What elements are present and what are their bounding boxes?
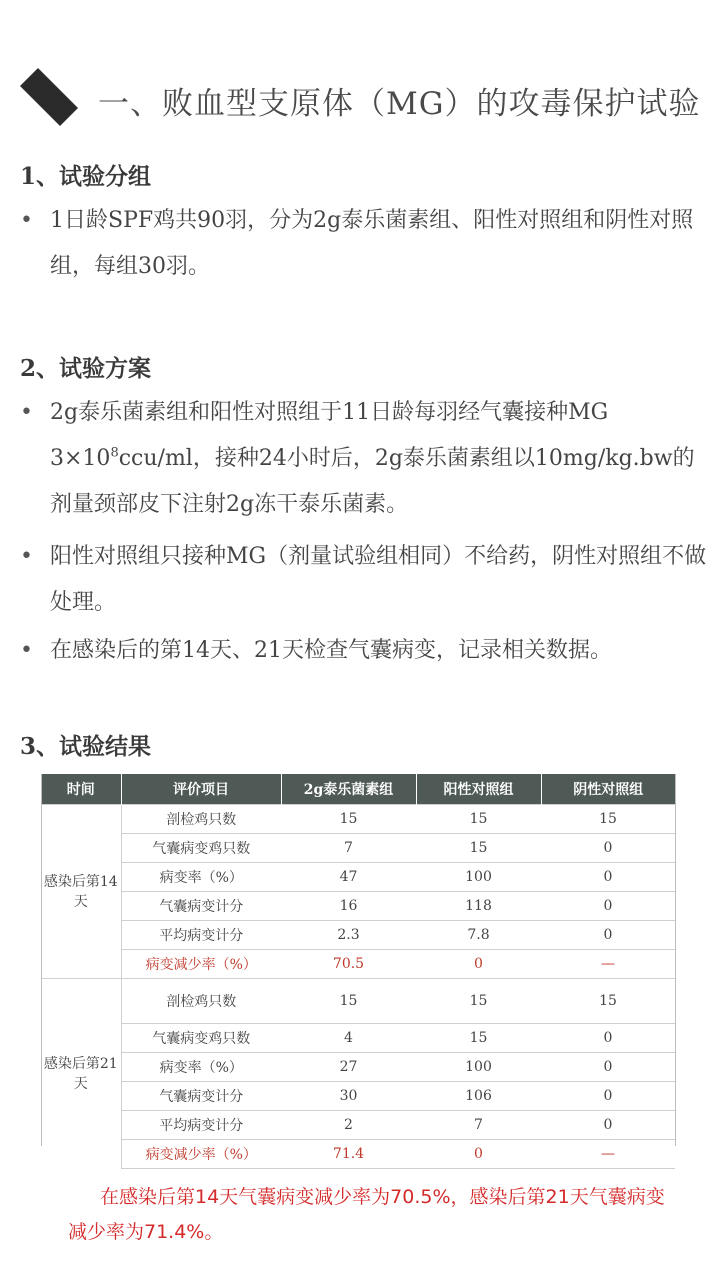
page-title: 一、败血型支原体（MG）的攻毒保护试验 [98, 86, 701, 122]
cell-value: 7 [281, 834, 416, 863]
section-heading-plan: 2、试验方案 [20, 355, 152, 382]
cell-value: 0 [416, 1140, 541, 1169]
cell-value: 100 [416, 1053, 541, 1082]
table-row [41, 1082, 675, 1111]
cell-item: 病变率（%） [121, 1053, 281, 1082]
cell-value: 4 [281, 1024, 416, 1053]
bullet-text: 在感染后的第14天、21天检查气囊病变，记录相关数据。 [50, 638, 612, 663]
table-row [41, 921, 675, 950]
cell-value: 0 [541, 1082, 675, 1111]
cell-value: 15 [416, 834, 541, 863]
group-label-day21: 感染后第21天 [41, 979, 121, 1169]
table-row [41, 834, 675, 863]
cell-value: 15 [281, 979, 416, 1024]
cell-value: 106 [416, 1082, 541, 1111]
bullet-text [50, 390, 710, 528]
cell-item: 气囊病变鸡只数 [121, 1024, 281, 1053]
group-label-day14: 感染后第14天 [41, 805, 121, 979]
cell-value: 0 [541, 1024, 675, 1053]
header-negative-control: 阴性对照组 [541, 774, 675, 805]
conclusion-text: 在感染后第14天气囊病变减少率为70.5%，感染后第21天气囊病变减少率为71.4%。 [68, 1186, 665, 1243]
cell-value: 118 [416, 892, 541, 921]
cell-value: 7 [416, 1111, 541, 1140]
header-tylosin-group: 2g泰乐菌素组 [281, 774, 416, 805]
table-row [41, 805, 675, 834]
bullet-text: 1日龄SPF鸡共90羽，分为2g泰乐菌素组、阳性对照组和阴性对照组，每组30羽。 [50, 208, 694, 279]
table-header-row [41, 774, 675, 805]
cell-value: 0 [541, 892, 675, 921]
cell-value: 71.4 [281, 1140, 416, 1169]
cell-value: 15 [416, 1024, 541, 1053]
table-row [41, 892, 675, 921]
results-table [41, 774, 675, 1169]
cell-value: 15 [541, 805, 675, 834]
cell-value: 70.5 [281, 950, 416, 979]
bullet-dot-icon: • [20, 544, 33, 569]
cell-item: 病变减少率（%） [121, 1140, 281, 1169]
table-row [41, 1024, 675, 1053]
table-row [41, 1111, 675, 1140]
cell-value: 47 [281, 863, 416, 892]
cell-value: 15 [416, 805, 541, 834]
cell-value: 7.8 [416, 921, 541, 950]
cell-value: 15 [541, 979, 675, 1024]
cell-value: 0 [541, 834, 675, 863]
cell-value: 0 [541, 1111, 675, 1140]
table-row [41, 979, 675, 1024]
bullet-dot-icon: • [20, 638, 33, 663]
cell-item: 气囊病变鸡只数 [121, 834, 281, 863]
cell-item: 病变减少率（%） [121, 950, 281, 979]
bullet-text: 阳性对照组只接种MG（剂量试验组相同）不给药，阴性对照组不做处理。 [50, 544, 707, 615]
bullet-grouping [20, 198, 710, 290]
bullet-plan-2 [20, 534, 710, 626]
section-heading-grouping: 1、试验分组 [20, 163, 152, 190]
cell-item: 平均病变计分 [121, 1111, 281, 1140]
cell-value: — [541, 1140, 675, 1169]
header-time: 时间 [41, 774, 121, 805]
cell-value: 100 [416, 863, 541, 892]
cell-item: 剖检鸡只数 [121, 979, 281, 1024]
cell-value: 2.3 [281, 921, 416, 950]
cell-value: 30 [281, 1082, 416, 1111]
header-positive-control: 阳性对照组 [416, 774, 541, 805]
cell-value: 15 [281, 805, 416, 834]
cell-item: 气囊病变计分 [121, 1082, 281, 1111]
cell-value: 0 [416, 950, 541, 979]
cell-value: — [541, 950, 675, 979]
cell-value: 0 [541, 1053, 675, 1082]
cell-item: 气囊病变计分 [121, 892, 281, 921]
table-row [41, 863, 675, 892]
cell-item: 剖检鸡只数 [121, 805, 281, 834]
bullet-text-part: ccu/ml，接种24小时后，2g泰乐菌素组以10mg/kg.bw的剂量颈部皮下注射2g冻干泰乐菌素。 [50, 446, 695, 517]
cell-value: 16 [281, 892, 416, 921]
bullet-text-part: 2g泰乐菌素组和阳性对照组于11日龄每羽经气囊接种MG 3×10 [50, 400, 609, 471]
cell-value: 2 [281, 1111, 416, 1140]
header-item: 评价项目 [121, 774, 281, 805]
table-row-reduction [41, 1140, 675, 1169]
cell-value: 27 [281, 1053, 416, 1082]
cell-item: 平均病变计分 [121, 921, 281, 950]
table-row [41, 1053, 675, 1082]
table-row-reduction [41, 950, 675, 979]
title-marker-icon [20, 68, 78, 126]
bullet-dot-icon: • [20, 400, 33, 425]
cell-value: 15 [416, 979, 541, 1024]
cell-item: 病变率（%） [121, 863, 281, 892]
exponent: 8 [110, 445, 119, 461]
bullet-dot-icon: • [20, 208, 33, 233]
section-heading-results: 3、试验结果 [20, 733, 152, 760]
bullet-plan-3 [20, 628, 710, 674]
bullet-plan-1 [20, 390, 710, 528]
cell-value: 0 [541, 921, 675, 950]
cell-value: 0 [541, 863, 675, 892]
